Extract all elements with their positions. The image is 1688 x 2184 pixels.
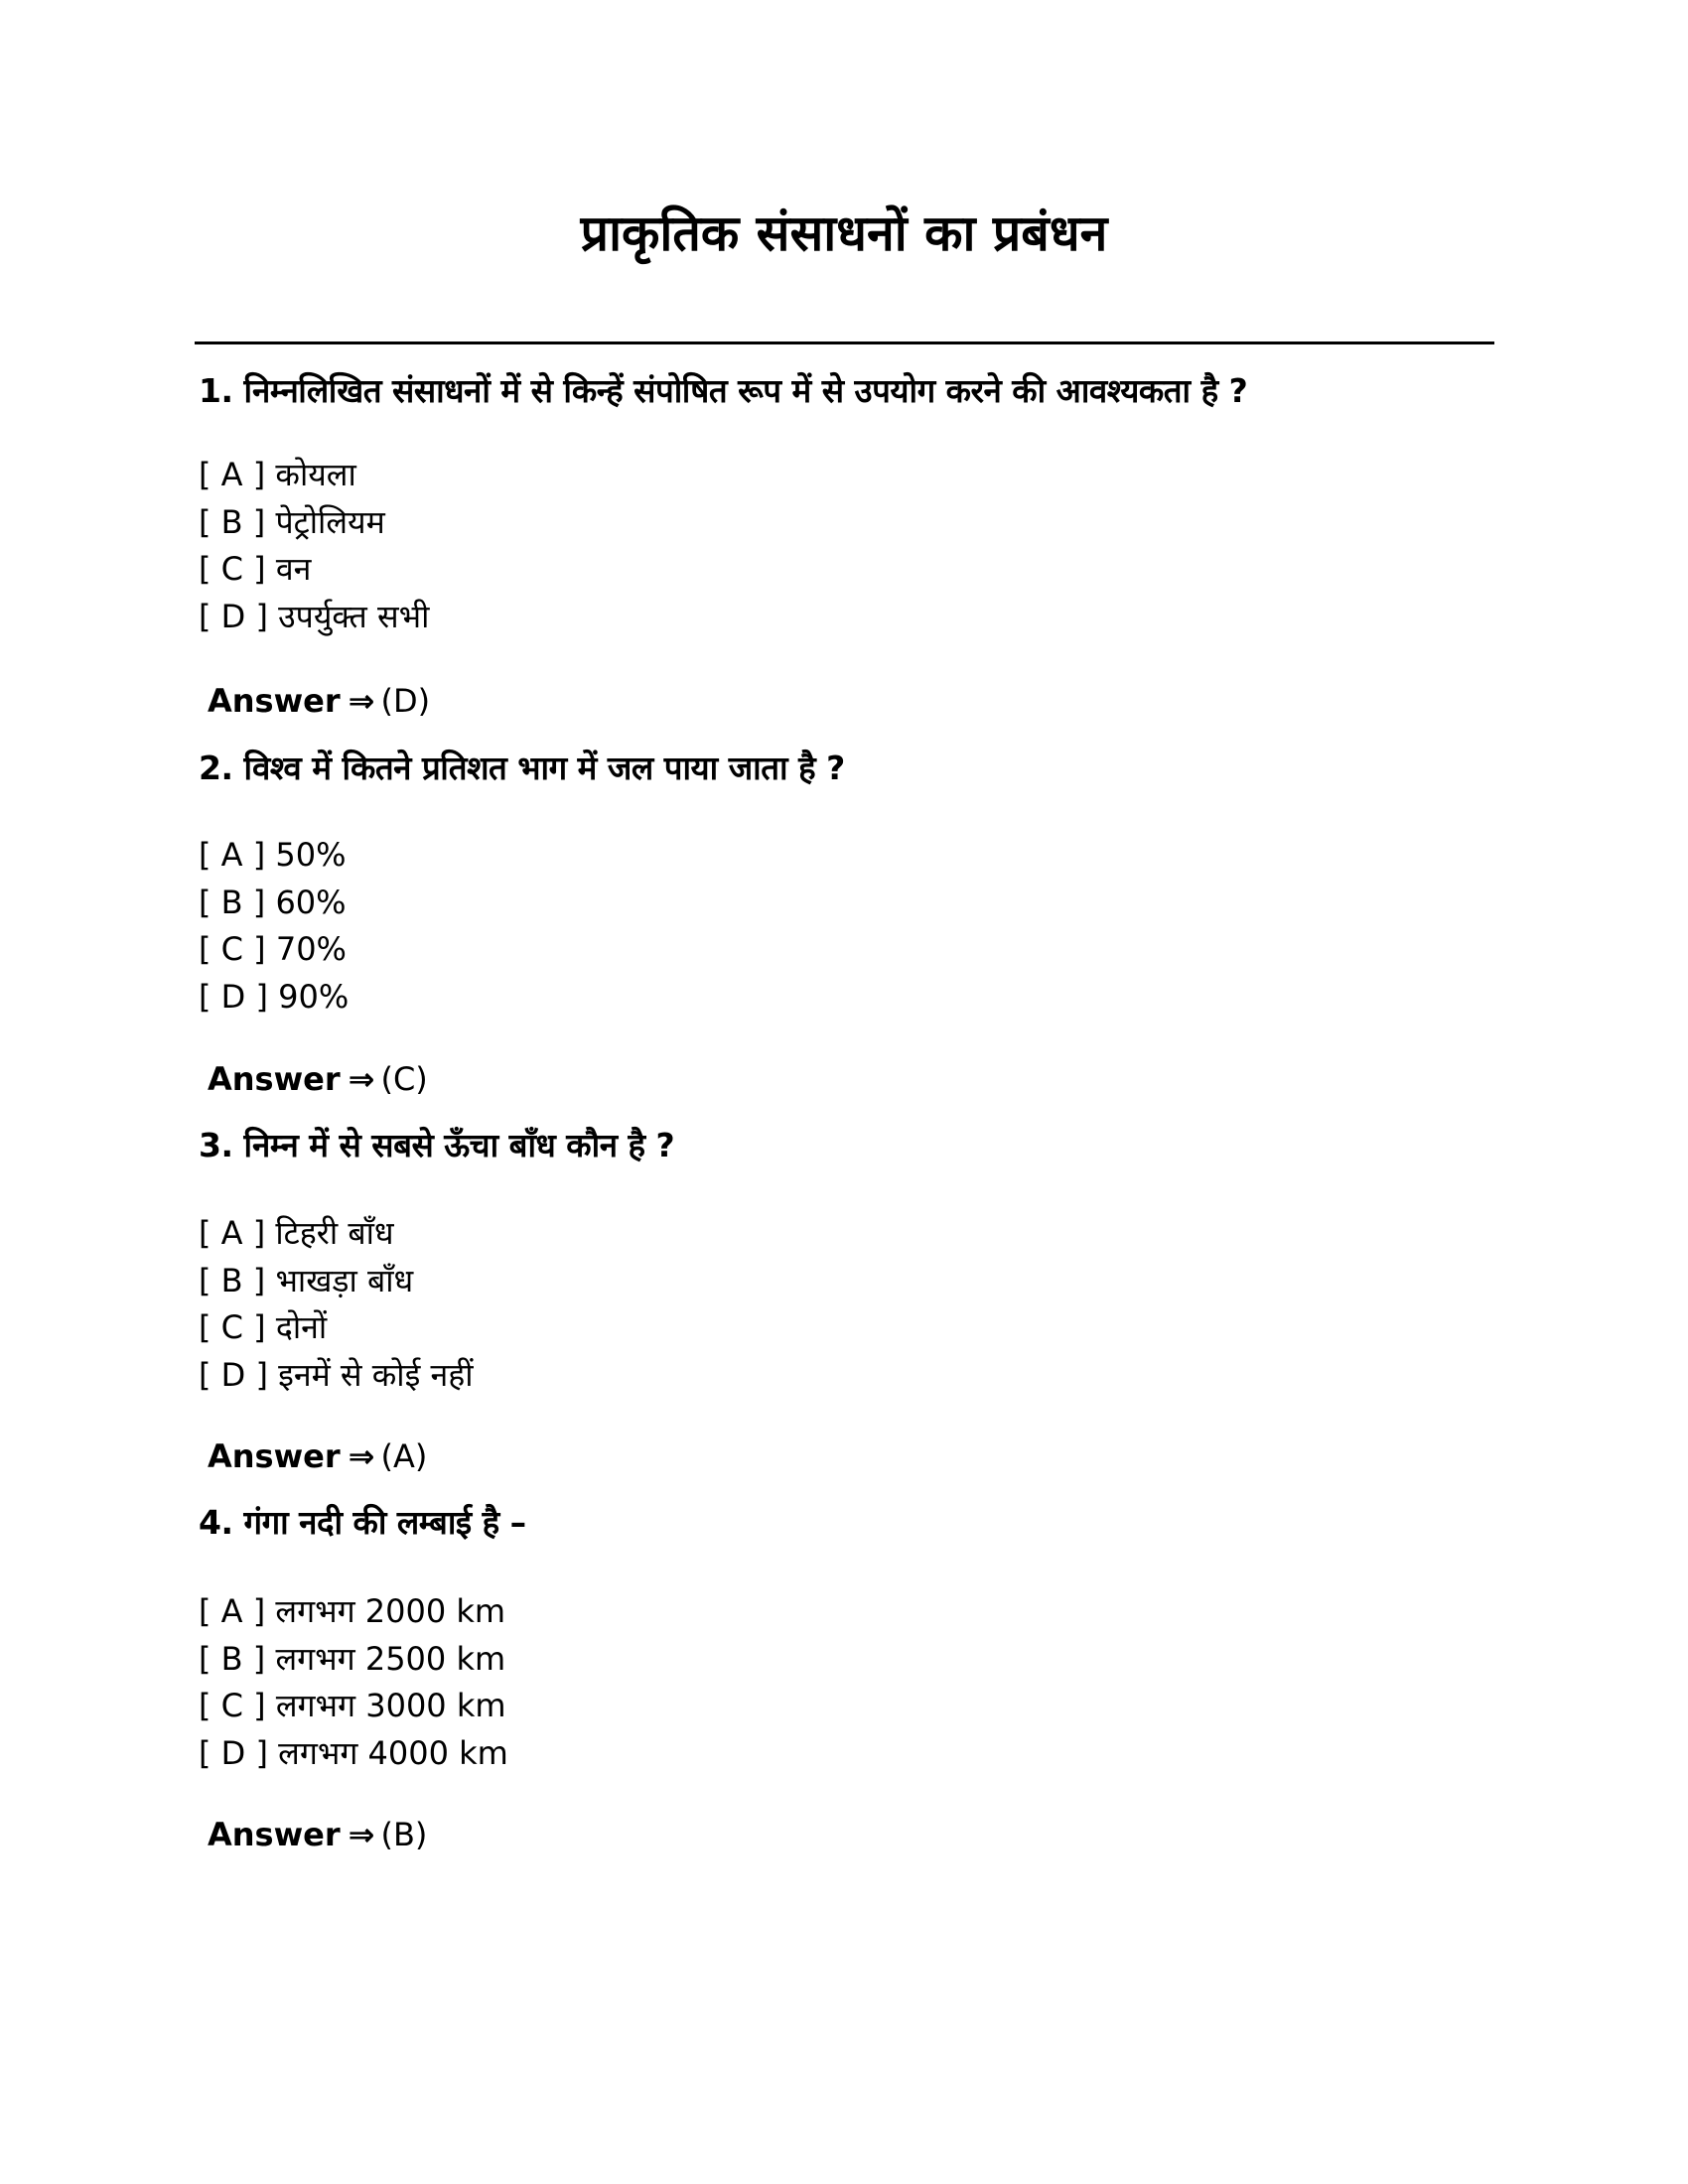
- options-list: [199, 832, 349, 1021]
- question-text: 2. विश्व में कितने प्रतिशत भाग में जल पाया जाता है ?: [199, 749, 845, 787]
- answer-value: (B): [380, 1816, 428, 1853]
- option-a: [199, 832, 349, 880]
- option-c: [199, 1304, 474, 1352]
- option-text: लगभग 4000 km: [278, 1733, 508, 1772]
- question-3: [199, 1124, 1509, 1475]
- answer-label: Answer: [208, 682, 341, 720]
- option-d: [199, 594, 429, 641]
- arrow-right-icon: ⇒: [348, 1816, 375, 1853]
- answer-line: [208, 1813, 427, 1856]
- option-text: लगभग 3000 km: [275, 1687, 506, 1724]
- answer-label: Answer: [208, 1816, 341, 1853]
- question-text: 1. निम्नलिखित संसाधनों में से किन्हें संपोषित रूप में से उपयोग करने की आवश्यकता है ?: [199, 371, 1248, 410]
- options-list: [199, 1210, 474, 1399]
- answer-line: [208, 679, 430, 723]
- option-letter: [ C ]: [199, 1308, 266, 1346]
- option-d: [199, 974, 349, 1022]
- answer-label: Answer: [208, 1437, 341, 1475]
- option-letter: [ D ]: [199, 597, 268, 635]
- option-text: 70%: [275, 930, 347, 968]
- option-letter: [ A ]: [199, 1214, 266, 1252]
- option-letter: [ D ]: [199, 977, 268, 1016]
- option-letter: [ A ]: [199, 1592, 266, 1630]
- option-c: [199, 1683, 508, 1730]
- question-4: [199, 1501, 1509, 1853]
- question-text: 4. गंगा नदी की लम्बाई है –: [199, 1503, 526, 1542]
- option-letter: [ B ]: [199, 1639, 266, 1678]
- option-text: कोयला: [275, 456, 356, 493]
- option-letter: [ C ]: [199, 550, 266, 588]
- question-text: 3. निम्न में से सबसे ऊँचा बाँध कौन है ?: [199, 1126, 675, 1164]
- options-list: [199, 452, 429, 640]
- option-a: [199, 1588, 508, 1636]
- option-d: [199, 1730, 508, 1778]
- option-b: [199, 499, 429, 547]
- option-letter: [ A ]: [199, 456, 266, 493]
- option-text: 90%: [278, 977, 350, 1016]
- title-divider: [195, 341, 1494, 344]
- options-list: [199, 1588, 508, 1777]
- option-c: [199, 926, 349, 974]
- option-text: इनमें से कोई नहीं: [278, 1355, 474, 1394]
- option-text: वन: [275, 550, 312, 588]
- option-text: 60%: [275, 883, 347, 921]
- option-text: पेट्रोलियम: [275, 502, 385, 541]
- option-letter: [ B ]: [199, 1261, 266, 1299]
- arrow-right-icon: ⇒: [348, 1060, 375, 1098]
- question-2: [199, 747, 1509, 1098]
- option-a: [199, 452, 429, 499]
- option-b: [199, 1258, 474, 1305]
- page-title: प्राकृतिक संसाधनों का प्रबंधन: [580, 205, 1108, 262]
- option-text: लगभग 2500 km: [275, 1639, 506, 1678]
- question-1: [199, 369, 1509, 720]
- option-text: उपर्युक्त सभी: [278, 597, 430, 635]
- option-a: [199, 1210, 474, 1258]
- option-letter: [ C ]: [199, 930, 266, 968]
- option-letter: [ D ]: [199, 1355, 268, 1394]
- answer-value: (A): [380, 1437, 428, 1475]
- option-b: [199, 1636, 508, 1684]
- arrow-right-icon: ⇒: [348, 682, 375, 720]
- arrow-right-icon: ⇒: [348, 1437, 375, 1475]
- option-b: [199, 880, 349, 927]
- option-text: 50%: [275, 836, 347, 874]
- option-letter: [ C ]: [199, 1687, 266, 1724]
- option-letter: [ A ]: [199, 836, 266, 874]
- option-text: दोनों: [275, 1308, 328, 1346]
- option-letter: [ B ]: [199, 883, 266, 921]
- answer-value: (C): [380, 1060, 428, 1098]
- option-d: [199, 1352, 474, 1400]
- answer-value: (D): [380, 682, 431, 720]
- option-text: भाखड़ा बाँध: [275, 1261, 414, 1299]
- option-c: [199, 546, 429, 594]
- option-text: टिहरी बाँध: [275, 1214, 394, 1252]
- option-letter: [ D ]: [199, 1733, 268, 1772]
- answer-line: [208, 1057, 428, 1101]
- option-text: लगभग 2000 km: [275, 1592, 506, 1630]
- option-letter: [ B ]: [199, 502, 266, 541]
- answer-line: [208, 1434, 427, 1478]
- answer-label: Answer: [208, 1060, 341, 1098]
